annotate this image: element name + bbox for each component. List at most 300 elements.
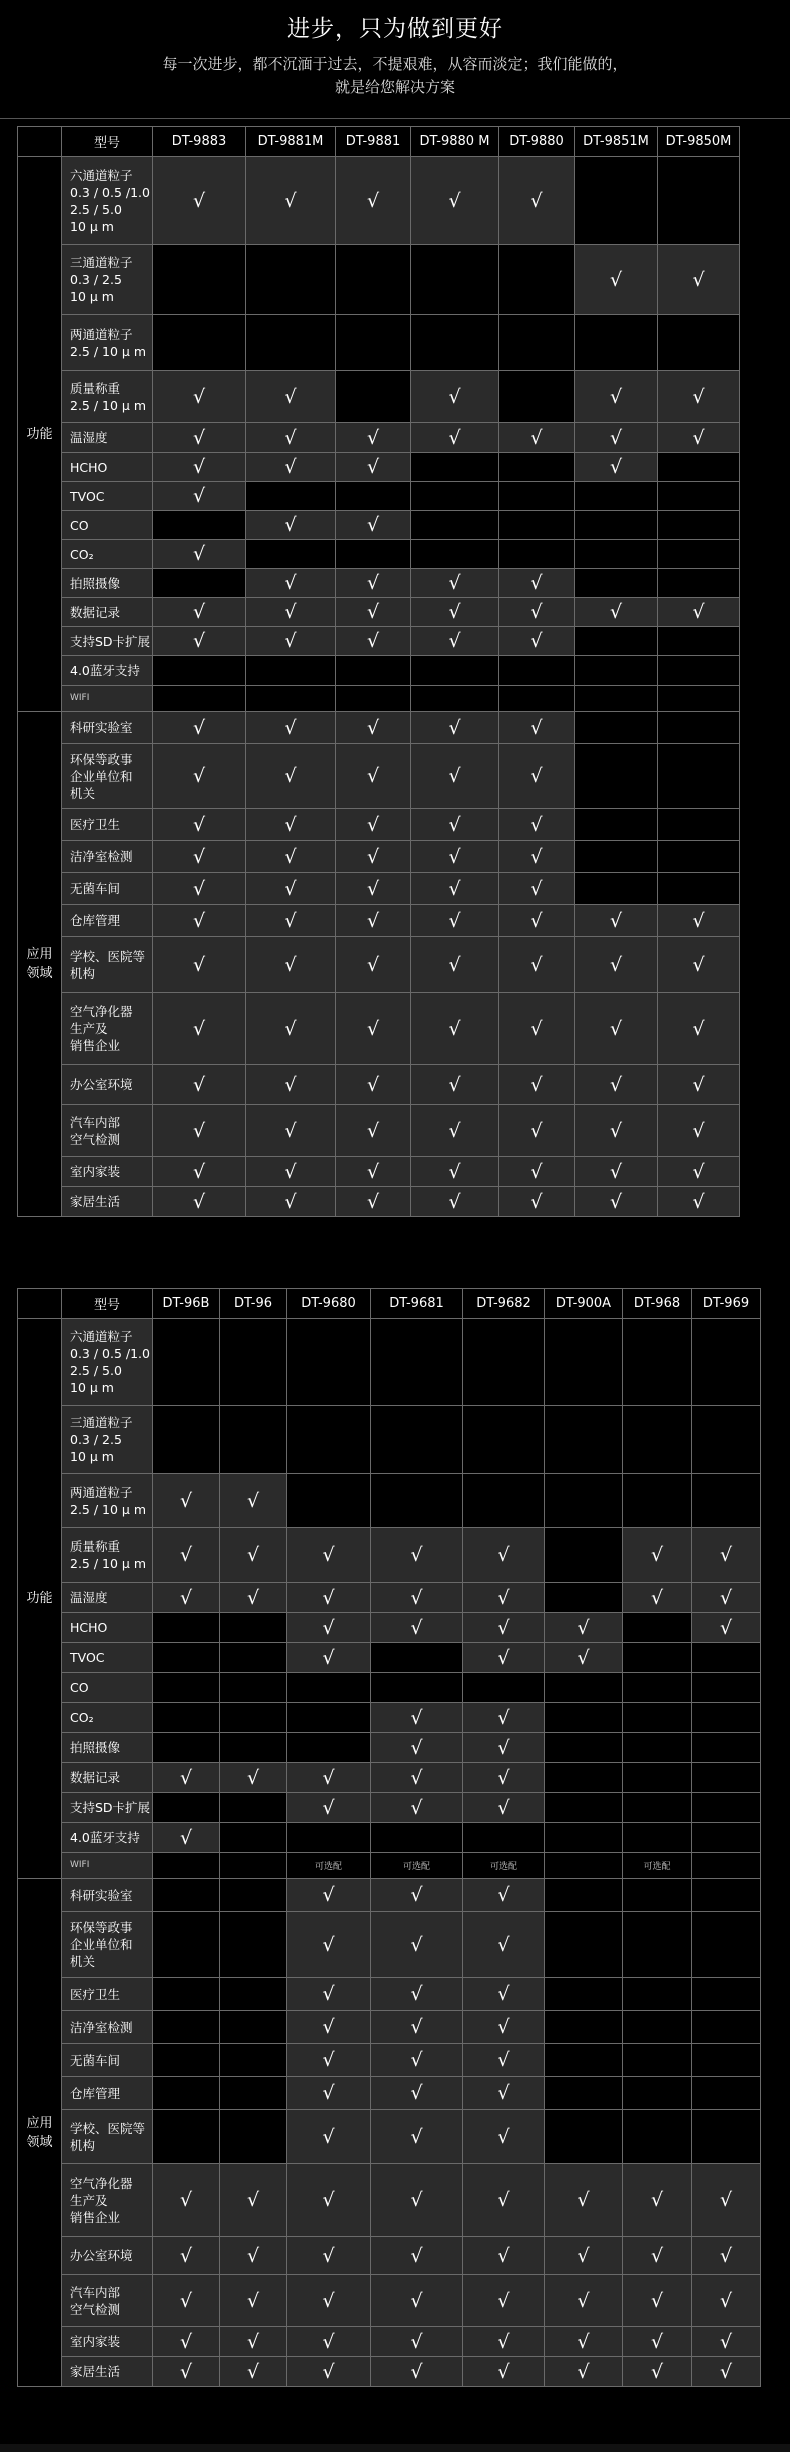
check-cell: √ bbox=[246, 1157, 336, 1187]
empty-cell bbox=[692, 1793, 761, 1823]
check-cell: √ bbox=[220, 2357, 287, 2387]
check-cell: √ bbox=[220, 2237, 287, 2275]
feature-label-line: 空气检测 bbox=[70, 1131, 121, 1147]
empty-cell bbox=[545, 2077, 623, 2110]
check-cell: √ bbox=[220, 1528, 287, 1583]
feature-label-line: 家居生活 bbox=[70, 1194, 121, 1209]
feature-label-line: 六通道粒子 bbox=[70, 167, 133, 183]
feature-label-line: TVOC bbox=[70, 1650, 105, 1665]
model-name: DT-9883 bbox=[153, 127, 246, 157]
check-cell: √ bbox=[371, 2357, 463, 2387]
check-cell: √ bbox=[153, 157, 246, 245]
check-cell: √ bbox=[246, 157, 336, 245]
feature-label-line: 企业单位和 bbox=[70, 768, 133, 784]
empty-cell bbox=[575, 744, 658, 809]
empty-cell bbox=[623, 1823, 692, 1853]
optional-cell: 可选配 bbox=[371, 1853, 463, 1879]
feature-label-line: 办公室环境 bbox=[70, 1077, 133, 1092]
empty-cell bbox=[411, 511, 499, 540]
table-row bbox=[18, 1763, 761, 1793]
empty-cell bbox=[411, 453, 499, 482]
empty-cell bbox=[623, 1319, 692, 1406]
empty-cell bbox=[545, 1879, 623, 1912]
check-cell: √ bbox=[336, 1065, 411, 1105]
feature-label-line: 室内家装 bbox=[70, 1164, 121, 1179]
check-cell: √ bbox=[545, 2275, 623, 2327]
model-name: DT-9680 bbox=[287, 1289, 371, 1319]
empty-cell bbox=[545, 1978, 623, 2011]
feature-label-line: 仓库管理 bbox=[70, 2085, 121, 2101]
feature-label bbox=[62, 2357, 153, 2387]
feature-label bbox=[62, 1978, 153, 2011]
feature-label bbox=[62, 1703, 153, 1733]
check-cell: √ bbox=[623, 1583, 692, 1613]
empty-cell bbox=[336, 371, 411, 423]
feature-label-line: 科研实验室 bbox=[70, 720, 133, 735]
check-cell: √ bbox=[336, 841, 411, 873]
feature-label bbox=[62, 1065, 153, 1105]
feature-label bbox=[62, 744, 153, 809]
empty-cell bbox=[658, 712, 740, 744]
check-cell: √ bbox=[575, 1187, 658, 1217]
feature-label-line: 两通道粒子 bbox=[70, 1484, 133, 1500]
check-cell: √ bbox=[287, 2327, 371, 2357]
feature-label-line: 10 μ m bbox=[70, 289, 114, 304]
empty-cell bbox=[692, 2044, 761, 2077]
check-cell: √ bbox=[692, 1528, 761, 1583]
empty-cell bbox=[153, 1879, 220, 1912]
check-cell: √ bbox=[153, 2357, 220, 2387]
feature-label bbox=[62, 598, 153, 627]
check-cell: √ bbox=[463, 2011, 545, 2044]
check-cell: √ bbox=[499, 627, 575, 656]
check-cell: √ bbox=[575, 1065, 658, 1105]
empty-cell bbox=[692, 1763, 761, 1793]
check-cell: √ bbox=[463, 1583, 545, 1613]
model-name: DT-900A bbox=[545, 1289, 623, 1319]
check-cell: √ bbox=[411, 1157, 499, 1187]
check-cell: √ bbox=[658, 598, 740, 627]
check-cell: √ bbox=[246, 627, 336, 656]
table-row bbox=[18, 1406, 761, 1474]
feature-label-line: 2.5 / 10 μ m bbox=[70, 1501, 147, 1517]
check-cell: √ bbox=[336, 809, 411, 841]
empty-cell bbox=[545, 1703, 623, 1733]
empty-cell bbox=[220, 2077, 287, 2110]
check-cell: √ bbox=[287, 2110, 371, 2164]
feature-label-line: 洁净室检测 bbox=[70, 2019, 133, 2035]
header-blank-cell bbox=[18, 1289, 62, 1319]
table-row bbox=[18, 2357, 761, 2387]
check-cell: √ bbox=[336, 1187, 411, 1217]
check-cell: √ bbox=[545, 1643, 623, 1673]
check-cell: √ bbox=[658, 423, 740, 453]
empty-cell bbox=[575, 841, 658, 873]
check-cell: √ bbox=[575, 937, 658, 993]
empty-cell bbox=[545, 1853, 623, 1879]
empty-cell bbox=[220, 1613, 287, 1643]
header-model-label: 型号 bbox=[62, 127, 153, 157]
check-cell: √ bbox=[287, 2357, 371, 2387]
check-cell: √ bbox=[371, 2237, 463, 2275]
feature-label-line: 机构 bbox=[70, 965, 96, 981]
feature-label bbox=[62, 569, 153, 598]
check-cell: √ bbox=[463, 1733, 545, 1763]
check-cell: √ bbox=[153, 905, 246, 937]
header-model-label: 型号 bbox=[62, 1289, 153, 1319]
check-cell: √ bbox=[153, 2275, 220, 2327]
empty-cell bbox=[545, 1319, 623, 1406]
check-cell: √ bbox=[499, 712, 575, 744]
feature-label bbox=[62, 627, 153, 656]
empty-cell bbox=[692, 1406, 761, 1474]
feature-label-line: 室内家装 bbox=[70, 2334, 121, 2349]
check-cell: √ bbox=[287, 1978, 371, 2011]
check-cell: √ bbox=[287, 1879, 371, 1912]
check-cell: √ bbox=[153, 712, 246, 744]
check-cell: √ bbox=[220, 1763, 287, 1793]
empty-cell bbox=[246, 656, 336, 686]
check-cell: √ bbox=[246, 1187, 336, 1217]
empty-cell bbox=[692, 1319, 761, 1406]
empty-cell bbox=[287, 1823, 371, 1853]
check-cell: √ bbox=[153, 482, 246, 511]
empty-cell bbox=[658, 511, 740, 540]
empty-cell bbox=[411, 686, 499, 712]
feature-label-line: 学校、医院等 bbox=[70, 2120, 146, 2136]
check-cell: √ bbox=[246, 1105, 336, 1157]
section-label-line: 领域 bbox=[26, 966, 53, 981]
check-cell: √ bbox=[692, 2357, 761, 2387]
model-name: DT-9850M bbox=[658, 127, 740, 157]
check-cell: √ bbox=[658, 245, 740, 315]
table-row bbox=[18, 453, 740, 482]
feature-label-line: 2.5 / 5.0 bbox=[70, 201, 122, 217]
check-cell: √ bbox=[575, 371, 658, 423]
table-row bbox=[18, 809, 740, 841]
empty-cell bbox=[153, 1643, 220, 1673]
check-cell: √ bbox=[336, 598, 411, 627]
check-cell: √ bbox=[287, 2044, 371, 2077]
check-cell: √ bbox=[246, 937, 336, 993]
empty-cell bbox=[153, 315, 246, 371]
feature-label bbox=[62, 905, 153, 937]
check-cell: √ bbox=[623, 2164, 692, 2237]
check-cell: √ bbox=[371, 1613, 463, 1643]
model-name: DT-9682 bbox=[463, 1289, 545, 1319]
empty-cell bbox=[220, 1978, 287, 2011]
model-name: DT-96B bbox=[153, 1289, 220, 1319]
empty-cell bbox=[371, 1319, 463, 1406]
feature-label bbox=[62, 1879, 153, 1912]
check-cell: √ bbox=[336, 627, 411, 656]
feature-label-line: 环保等政事 bbox=[70, 751, 133, 767]
check-cell: √ bbox=[336, 873, 411, 905]
check-cell: √ bbox=[153, 1105, 246, 1157]
check-cell: √ bbox=[499, 809, 575, 841]
empty-cell bbox=[692, 1853, 761, 1879]
check-cell: √ bbox=[692, 2164, 761, 2237]
check-cell: √ bbox=[411, 712, 499, 744]
feature-label-line: 2.5 / 10 μ m bbox=[70, 397, 147, 413]
table-row bbox=[18, 157, 740, 245]
feature-label bbox=[62, 686, 153, 712]
check-cell: √ bbox=[153, 993, 246, 1065]
empty-cell bbox=[220, 1793, 287, 1823]
empty-cell bbox=[658, 841, 740, 873]
check-cell: √ bbox=[692, 2327, 761, 2357]
check-cell: √ bbox=[153, 1157, 246, 1187]
check-cell: √ bbox=[153, 1474, 220, 1528]
empty-cell bbox=[545, 1528, 623, 1583]
section-label bbox=[18, 712, 62, 1217]
empty-cell bbox=[575, 482, 658, 511]
empty-cell bbox=[692, 1643, 761, 1673]
feature-label bbox=[62, 1105, 153, 1157]
feature-label-line: HCHO bbox=[70, 1620, 108, 1635]
check-cell: √ bbox=[575, 905, 658, 937]
empty-cell bbox=[220, 1879, 287, 1912]
feature-label-line: 洁净室检测 bbox=[70, 849, 133, 864]
feature-label bbox=[62, 482, 153, 511]
empty-cell bbox=[153, 686, 246, 712]
empty-cell bbox=[153, 1793, 220, 1823]
empty-cell bbox=[545, 1733, 623, 1763]
check-cell: √ bbox=[575, 598, 658, 627]
empty-cell bbox=[336, 686, 411, 712]
feature-label bbox=[62, 2327, 153, 2357]
check-cell: √ bbox=[463, 1912, 545, 1978]
check-cell: √ bbox=[463, 2357, 545, 2387]
check-cell: √ bbox=[411, 993, 499, 1065]
empty-cell bbox=[545, 1583, 623, 1613]
table-row bbox=[18, 2077, 761, 2110]
check-cell: √ bbox=[692, 2237, 761, 2275]
empty-cell bbox=[658, 627, 740, 656]
table-row bbox=[18, 656, 740, 686]
table-row bbox=[18, 1879, 761, 1912]
table-row bbox=[18, 482, 740, 511]
table-row bbox=[18, 1853, 761, 1879]
feature-label bbox=[62, 937, 153, 993]
empty-cell bbox=[692, 1879, 761, 1912]
check-cell: √ bbox=[499, 423, 575, 453]
feature-label bbox=[62, 423, 153, 453]
feature-label-line: 拍照摄像 bbox=[70, 575, 121, 591]
empty-cell bbox=[336, 656, 411, 686]
empty-cell bbox=[220, 1853, 287, 1879]
empty-cell bbox=[220, 1643, 287, 1673]
feature-label-line: WIFI bbox=[70, 1860, 90, 1870]
check-cell: √ bbox=[463, 1703, 545, 1733]
check-cell: √ bbox=[575, 245, 658, 315]
check-cell: √ bbox=[246, 598, 336, 627]
check-cell: √ bbox=[153, 841, 246, 873]
feature-label-line: 0.3 / 2.5 bbox=[70, 1432, 122, 1447]
check-cell: √ bbox=[623, 1528, 692, 1583]
feature-label bbox=[62, 1643, 153, 1673]
empty-cell bbox=[623, 1763, 692, 1793]
empty-cell bbox=[658, 873, 740, 905]
check-cell: √ bbox=[220, 2275, 287, 2327]
empty-cell bbox=[287, 1406, 371, 1474]
check-cell: √ bbox=[545, 2357, 623, 2387]
table-row bbox=[18, 873, 740, 905]
table-row bbox=[18, 905, 740, 937]
table-row bbox=[18, 1643, 761, 1673]
empty-cell bbox=[287, 1319, 371, 1406]
check-cell: √ bbox=[623, 2357, 692, 2387]
empty-cell bbox=[463, 1673, 545, 1703]
feature-label-line: 生产及 bbox=[70, 2192, 108, 2208]
empty-cell bbox=[545, 1823, 623, 1853]
empty-cell bbox=[692, 1978, 761, 2011]
empty-cell bbox=[545, 1912, 623, 1978]
check-cell: √ bbox=[246, 809, 336, 841]
empty-cell bbox=[153, 2044, 220, 2077]
feature-label-line: 三通道粒子 bbox=[70, 255, 133, 270]
table-row bbox=[18, 2110, 761, 2164]
feature-label bbox=[62, 371, 153, 423]
check-cell: √ bbox=[371, 2110, 463, 2164]
feature-label-line: 2.5 / 10 μ m bbox=[70, 1556, 147, 1571]
check-cell: √ bbox=[463, 1763, 545, 1793]
empty-cell bbox=[499, 315, 575, 371]
table-row bbox=[18, 1823, 761, 1853]
feature-label-line: 医疗卫生 bbox=[70, 1986, 121, 2002]
empty-cell bbox=[220, 2110, 287, 2164]
check-cell: √ bbox=[411, 1187, 499, 1217]
check-cell: √ bbox=[692, 1583, 761, 1613]
table-row bbox=[18, 1793, 761, 1823]
empty-cell bbox=[153, 656, 246, 686]
check-cell: √ bbox=[463, 2237, 545, 2275]
empty-cell bbox=[411, 540, 499, 569]
check-cell: √ bbox=[153, 1823, 220, 1853]
feature-label-line: 机关 bbox=[70, 785, 96, 801]
section-label bbox=[18, 1879, 62, 2387]
empty-cell bbox=[411, 245, 499, 315]
check-cell: √ bbox=[463, 2164, 545, 2237]
feature-label bbox=[62, 712, 153, 744]
empty-cell bbox=[499, 482, 575, 511]
model-name: DT-9851M bbox=[575, 127, 658, 157]
empty-cell bbox=[153, 1673, 220, 1703]
table-row bbox=[18, 1978, 761, 2011]
empty-cell bbox=[153, 1978, 220, 2011]
check-cell: √ bbox=[658, 1187, 740, 1217]
empty-cell bbox=[153, 1319, 220, 1406]
empty-cell bbox=[153, 2110, 220, 2164]
feature-label-line: 支持SD卡扩展 bbox=[70, 633, 151, 649]
check-cell: √ bbox=[411, 598, 499, 627]
check-cell: √ bbox=[287, 2237, 371, 2275]
empty-cell bbox=[220, 1673, 287, 1703]
empty-cell bbox=[623, 1733, 692, 1763]
check-cell: √ bbox=[336, 1157, 411, 1187]
check-cell: √ bbox=[153, 2237, 220, 2275]
header-divider bbox=[0, 118, 790, 119]
check-cell: √ bbox=[411, 423, 499, 453]
empty-cell bbox=[623, 2077, 692, 2110]
empty-cell bbox=[463, 1474, 545, 1528]
table-row bbox=[18, 2237, 761, 2275]
feature-label-line: 无菌车间 bbox=[70, 2052, 121, 2068]
table-row bbox=[18, 1065, 740, 1105]
feature-label bbox=[62, 1528, 153, 1583]
check-cell: √ bbox=[411, 809, 499, 841]
feature-label-line: 空气检测 bbox=[70, 2301, 121, 2317]
check-cell: √ bbox=[336, 937, 411, 993]
check-cell: √ bbox=[499, 744, 575, 809]
empty-cell bbox=[153, 2077, 220, 2110]
check-cell: √ bbox=[153, 744, 246, 809]
check-cell: √ bbox=[371, 2164, 463, 2237]
model-name: DT-9881M bbox=[246, 127, 336, 157]
section-label-line: 功能 bbox=[26, 1591, 53, 1606]
empty-cell bbox=[153, 511, 246, 540]
check-cell: √ bbox=[336, 744, 411, 809]
empty-cell bbox=[220, 1319, 287, 1406]
feature-label bbox=[62, 2077, 153, 2110]
check-cell: √ bbox=[220, 1474, 287, 1528]
feature-label-line: 销售企业 bbox=[70, 2209, 121, 2225]
feature-label-line: 机关 bbox=[70, 1954, 96, 1969]
table-row bbox=[18, 371, 740, 423]
empty-cell bbox=[153, 1406, 220, 1474]
empty-cell bbox=[463, 1406, 545, 1474]
feature-label bbox=[62, 1823, 153, 1853]
empty-cell bbox=[220, 1733, 287, 1763]
empty-cell bbox=[623, 2011, 692, 2044]
check-cell: √ bbox=[371, 1793, 463, 1823]
check-cell: √ bbox=[153, 1583, 220, 1613]
empty-cell bbox=[623, 1879, 692, 1912]
check-cell: √ bbox=[220, 2164, 287, 2237]
feature-label bbox=[62, 157, 153, 245]
empty-cell bbox=[658, 453, 740, 482]
check-cell: √ bbox=[692, 2275, 761, 2327]
check-cell: √ bbox=[153, 873, 246, 905]
table-row bbox=[18, 1673, 761, 1703]
empty-cell bbox=[623, 1643, 692, 1673]
check-cell: √ bbox=[246, 569, 336, 598]
model-name: DT-969 bbox=[692, 1289, 761, 1319]
table-row bbox=[18, 993, 740, 1065]
feature-label bbox=[62, 1793, 153, 1823]
empty-cell bbox=[658, 656, 740, 686]
check-cell: √ bbox=[411, 873, 499, 905]
check-cell: √ bbox=[411, 157, 499, 245]
table-row bbox=[18, 1583, 761, 1613]
table-row bbox=[18, 1474, 761, 1528]
check-cell: √ bbox=[153, 598, 246, 627]
empty-cell bbox=[545, 2011, 623, 2044]
empty-cell bbox=[623, 1912, 692, 1978]
check-cell: √ bbox=[246, 453, 336, 482]
table-header-row bbox=[18, 1289, 761, 1319]
empty-cell bbox=[692, 1912, 761, 1978]
check-cell: √ bbox=[411, 627, 499, 656]
check-cell: √ bbox=[411, 1105, 499, 1157]
feature-label bbox=[62, 1583, 153, 1613]
feature-label-line: 学校、医院等 bbox=[70, 948, 146, 964]
empty-cell bbox=[623, 1673, 692, 1703]
empty-cell bbox=[545, 1763, 623, 1793]
feature-label-line: 机构 bbox=[70, 2137, 96, 2153]
model-name: DT-9881 bbox=[336, 127, 411, 157]
empty-cell bbox=[499, 371, 575, 423]
